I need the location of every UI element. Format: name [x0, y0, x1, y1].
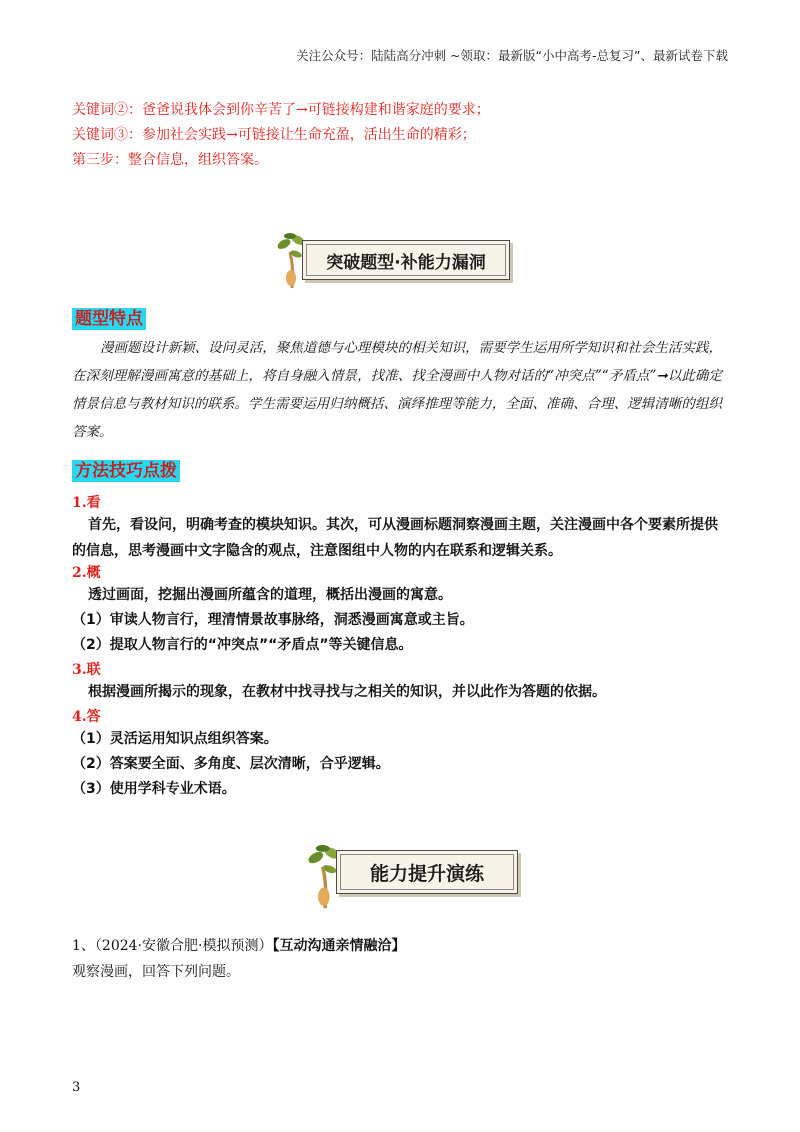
step-look-text: 首先，看设问，明确考查的模块知识。其次，可从漫画标题洞察漫画主题，关注漫画中各个要素所提供的信息，思考漫画中文字隐含的观点，注意图组中人物的内在联系和逻辑关系。: [72, 517, 718, 559]
step-title-connect: 3.联: [72, 662, 101, 678]
features-paragraph: 漫画题设计新颖、设问灵活，聚焦道德与心理模块的相关知识，需要学生运用所学知识和社会生活实践，在深刻理解漫画寓意的基础上，将自身融入情景，找准、找全漫画中人物对话的“冲突点”“矛盾点”➞以此确定情景信息与教材知识的联系。学生需要运用归纳概括、演绎推理等能力，全面、准确、合理、逻辑清晰的组织答案。: [72, 340, 722, 440]
step-3-line: 第三步：整合信息，组织答案。: [72, 152, 268, 168]
keyword-2-line: 关键词②：爸爸说我体会到你辛苦了→可链接构建和谐家庭的要求；: [72, 102, 490, 118]
step-title-look: 1.看: [72, 495, 101, 511]
step-summarize-item-1: （1）审读人物言行，理清情景故事脉络，洞悉漫画寓意或主旨。: [72, 612, 474, 628]
question-tag: 【互动沟通亲情融洽】: [272, 938, 406, 954]
page-number: 3: [72, 1080, 81, 1095]
step-summarize-item-2: （2）提取人物言行的“冲突点”“矛盾点”等关键信息。: [72, 637, 413, 653]
banner-second: [336, 850, 518, 894]
step-title-answer: 4.答: [72, 709, 101, 725]
step-answer-item-1: （1）灵活运用知识点组织答案。: [72, 731, 278, 747]
step-title-summarize: 2.概: [72, 565, 101, 581]
keyword-3-line: 关键词③：参加社会实践→可链接让生命充盈，活出生命的精彩；: [72, 127, 476, 143]
banner-second-title: 能力提升演练: [369, 862, 484, 885]
question-source: （2024·安徽合肥·模拟预测）: [94, 938, 273, 954]
page-header: 关注公众号：陆陆高分冲刺 ~领取：最新版“小中高考-总复习”、最新试卷下载: [296, 48, 728, 63]
step-connect-text: 根据漫画所揭示的现象，在教材中找寻找与之相关的知识，并以此作为答题的依据。: [88, 684, 606, 700]
question-prompt: 观察漫画，回答下列问题。: [72, 964, 240, 980]
question-header: [72, 935, 405, 955]
section-heading-features: 题型特点: [72, 308, 146, 330]
question-number: 1、: [72, 938, 95, 954]
section-heading-methods: 方法技巧点拨: [72, 460, 180, 482]
banner-first-title: 突破题型·补能力漏洞: [326, 252, 486, 273]
banner-first: [302, 240, 510, 280]
step-answer-item-2: （2）答案要全面、多角度、层次清晰，合乎逻辑。: [72, 756, 390, 772]
step-summarize-text: 透过画面，挖掘出漫画所蕴含的道理，概括出漫画的寓意。: [88, 587, 452, 603]
step-answer-item-3: （3）使用学科专业术语。: [72, 781, 236, 797]
